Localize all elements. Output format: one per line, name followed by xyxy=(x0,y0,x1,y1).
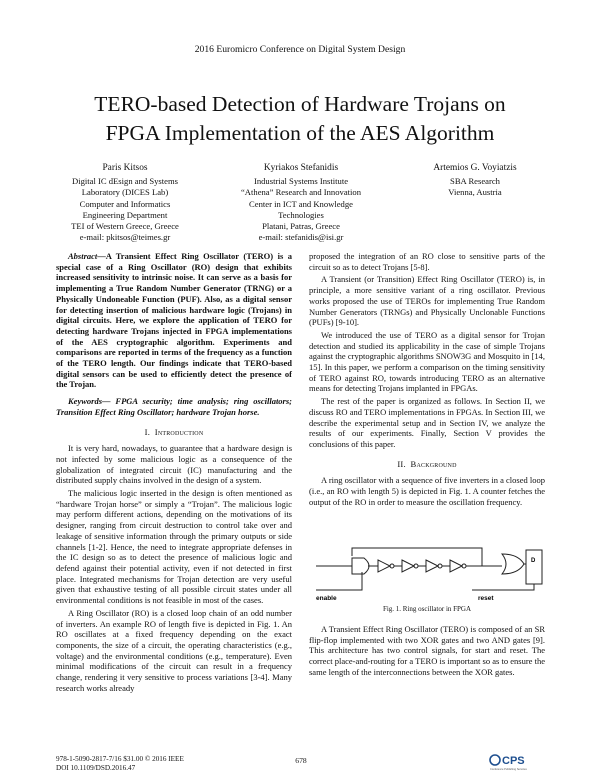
abstract-body: —A Transient Effect Ring Oscillator (TERO) is a special case of a Ring Oscillator (RO) design that exhibits increased sensitivity to intrinsic noise. It can serve as a basis for implementing a True Random Number Generator (TRNG) or a Physically Undoneable Function (PUF). Also, as a digital sensor for detecting insertion of malicious hardware logic (Trojans) in digital circuits. Here, we explore the application of TERO for detecting hardware Trojans injected in FPGA implementations of the AES cryptographic algorithm. Experiments and comparisons are reported in terms of the frequency as a function of the TERO length. Our findings indicate that TERO-based digital sensors can be used to efficiently detect the presence of the Trojan. xyxy=(56,251,292,390)
footer-copyright xyxy=(56,755,296,773)
title-line-1: TERO-based Detection of Hardware Trojans on xyxy=(94,92,506,116)
d-flip-flop-box xyxy=(526,550,542,584)
author-affil-line: Center in ICT and Knowledge xyxy=(249,198,353,209)
nand-gate-icon xyxy=(352,558,369,574)
figure-caption: Fig. 1. Ring oscillator in FPGA xyxy=(382,605,472,613)
author-block-2 xyxy=(226,163,376,243)
xor-gate-icon xyxy=(502,554,524,574)
author-affil-line: Platani, Patras, Greece xyxy=(262,221,340,232)
section-number: I. xyxy=(144,426,151,437)
author-email: e-mail: pkitsos@teimes.gr xyxy=(79,232,171,243)
ring-oscillator-figure xyxy=(312,540,544,602)
author-affil-line: Industrial Systems Institute xyxy=(253,176,349,187)
abstract-lead: Abstract xyxy=(68,251,98,261)
paragraph: We introduced the use of TERO as a digital sensor for Trojan detection and studied its applicability in the case of simple Trojans against the cryptographic algorithms SNOW3G and Mosquito in [14, 15]. In this paper, we perform a comparison on the timing sensitivity of TERO against RO, towards introducing TERO as an alternative means for detecting Trojans implanted in FPGAs. xyxy=(309,329,545,394)
left-column xyxy=(56,251,292,695)
paragraph: The malicious logic inserted in the design is often mentioned as “hardware Trojan horse” or simply a “Trojan”. The malicious logic may perform different actions, depending on the motivations of its designer, ranging from circuit destruction to control take over and leakage of sensitive information through the primary outputs or side channels [1-2]. Hence, the need to integrate appropriate defenses in the IC design so as to detect the presence of malicious logic and defend against their potential activity, even if not detected in first place. Integrated mechanisms for Trojan detection are very useful given that exhaustive testing of all possible circuit states under all environmental conditions is not feasible in most of the cases. xyxy=(56,488,292,606)
logo-text: CPS xyxy=(502,755,525,767)
title-line-2: FPGA Implementation of the AES Algorithm xyxy=(105,121,495,145)
abstract xyxy=(56,251,292,390)
paragraph: A Ring Oscillator (RO) is a closed loop chain of an odd number of inverters. An example RO of length five is depicted in Fig. 1. An RO oscillates at a fixed frequency depending on the exact components, the size of a circuit, the operating characteristics (e.g., voltage) and the environmental conditions (e.g., temperature). Even minimal modifications of the circuit can result in a frequency change, rendering it very sensitive to process variations [3-4]. Many research works already xyxy=(56,607,292,693)
reset-label: reset xyxy=(478,595,494,602)
author-affil-line: “Athena” Research and Innovation xyxy=(240,187,362,198)
cps-logo-icon xyxy=(488,752,546,772)
author-affil-line: Vienna, Austria xyxy=(448,187,502,198)
paper-title xyxy=(40,90,560,148)
author-affil-line: Digital IC dEsign and Systems xyxy=(72,176,178,187)
logo-subtext: Conference Publishing Services xyxy=(490,768,527,771)
enable-label: enable xyxy=(316,595,337,602)
author-affil-line: Engineering Department xyxy=(82,209,168,220)
paragraph: proposed the integration of an RO close to sensitive parts of the circuit so as to detect Trojans [5-8]. xyxy=(309,251,545,272)
cps-logo xyxy=(488,752,546,772)
author-block-1 xyxy=(50,163,200,243)
section-title: Introduction xyxy=(154,426,204,437)
author-block-3 xyxy=(400,163,550,199)
inverter-icon xyxy=(378,560,390,572)
paragraph: The rest of the paper is organized as follows. In Section II, we discuss RO and TERO implementations in FPGAs. In Section III, we describe the experimental setup and in Section IV, we analyze the results of our experiments. Finally, Section V provides the conclusions of this paper. xyxy=(309,396,545,449)
section-heading-background xyxy=(309,459,545,470)
author-affil-line: SBA Research xyxy=(450,176,500,187)
enable-wire xyxy=(316,572,362,590)
right-column xyxy=(309,251,545,509)
paragraph: A ring oscillator with a sequence of five inverters in a closed loop (i.e., an RO with length 5) is depicted in Fig. 1. A counter fetches the output of the RO in order to measure the oscillation frequency. xyxy=(309,475,545,507)
paragraph: A Transient Effect Ring Oscillator (TERO) is composed of an SR flip-flop implemented with two XOR gates and two AND gates [9]. This architecture has two control signals, for start and reset. The correct place-and-routing for a TERO is important so as to ensure the same length of the interconnections between the XOR gates. xyxy=(309,624,545,677)
section-title: Background xyxy=(410,458,457,469)
author-affil-line: Technologies xyxy=(278,209,324,220)
d-label: D xyxy=(531,558,536,564)
author-name: Kyriakos Stefanidis xyxy=(263,163,339,173)
author-name: Paris Kitsos xyxy=(102,163,148,173)
paragraph: It is very hard, nowadays, to guarantee that a hardware design is not infected by some malicious logic as a consequence of the globalization of integrated circuit (IC) manufacturing and the distributed supply chains involved in the design of a system. xyxy=(56,443,292,486)
author-affil-line: Laboratory (DICES Lab) xyxy=(81,187,169,198)
page-number: 678 xyxy=(295,756,307,765)
author-email: e-mail: stefanidis@isi.gr xyxy=(258,232,344,243)
author-affil-line: TEI of Western Greece, Greece xyxy=(71,221,179,232)
keywords: Keywords— FPGA security; time analysis; ring oscillators; Transition Effect Ring Oscillator; hardware Trojan horse. xyxy=(56,396,292,417)
section-heading-introduction xyxy=(56,427,292,438)
author-affil-line: Computer and Informatics xyxy=(79,198,171,209)
section-number: II. xyxy=(397,458,406,469)
reset-wire xyxy=(472,584,534,590)
inverter-icon xyxy=(402,560,414,572)
inverter-icon xyxy=(426,560,438,572)
doi-line: DOI 10.1109/DSD.2016.47 xyxy=(56,764,136,772)
conference-header: 2016 Euromicro Conference on Digital System Design xyxy=(194,44,406,55)
feedback-wire xyxy=(352,548,482,566)
paragraph: A Transient (or Transition) Effect Ring Oscillator (TERO) is, in principle, a more sensitive variant of a ring oscillator. Previous works proposed the use of TEROs for implementing True Random Number Generators (TRNGs) and Physically Unclonable Functions (PUFs) [9-10]. xyxy=(309,274,545,328)
inverter-icon xyxy=(450,560,462,572)
isbn-line: 978-1-5090-2817-7/16 $31.00 © 2016 IEEE xyxy=(56,755,184,763)
right-column-bottom xyxy=(309,624,545,680)
author-name: Artemios G. Voyiatzis xyxy=(433,163,517,173)
